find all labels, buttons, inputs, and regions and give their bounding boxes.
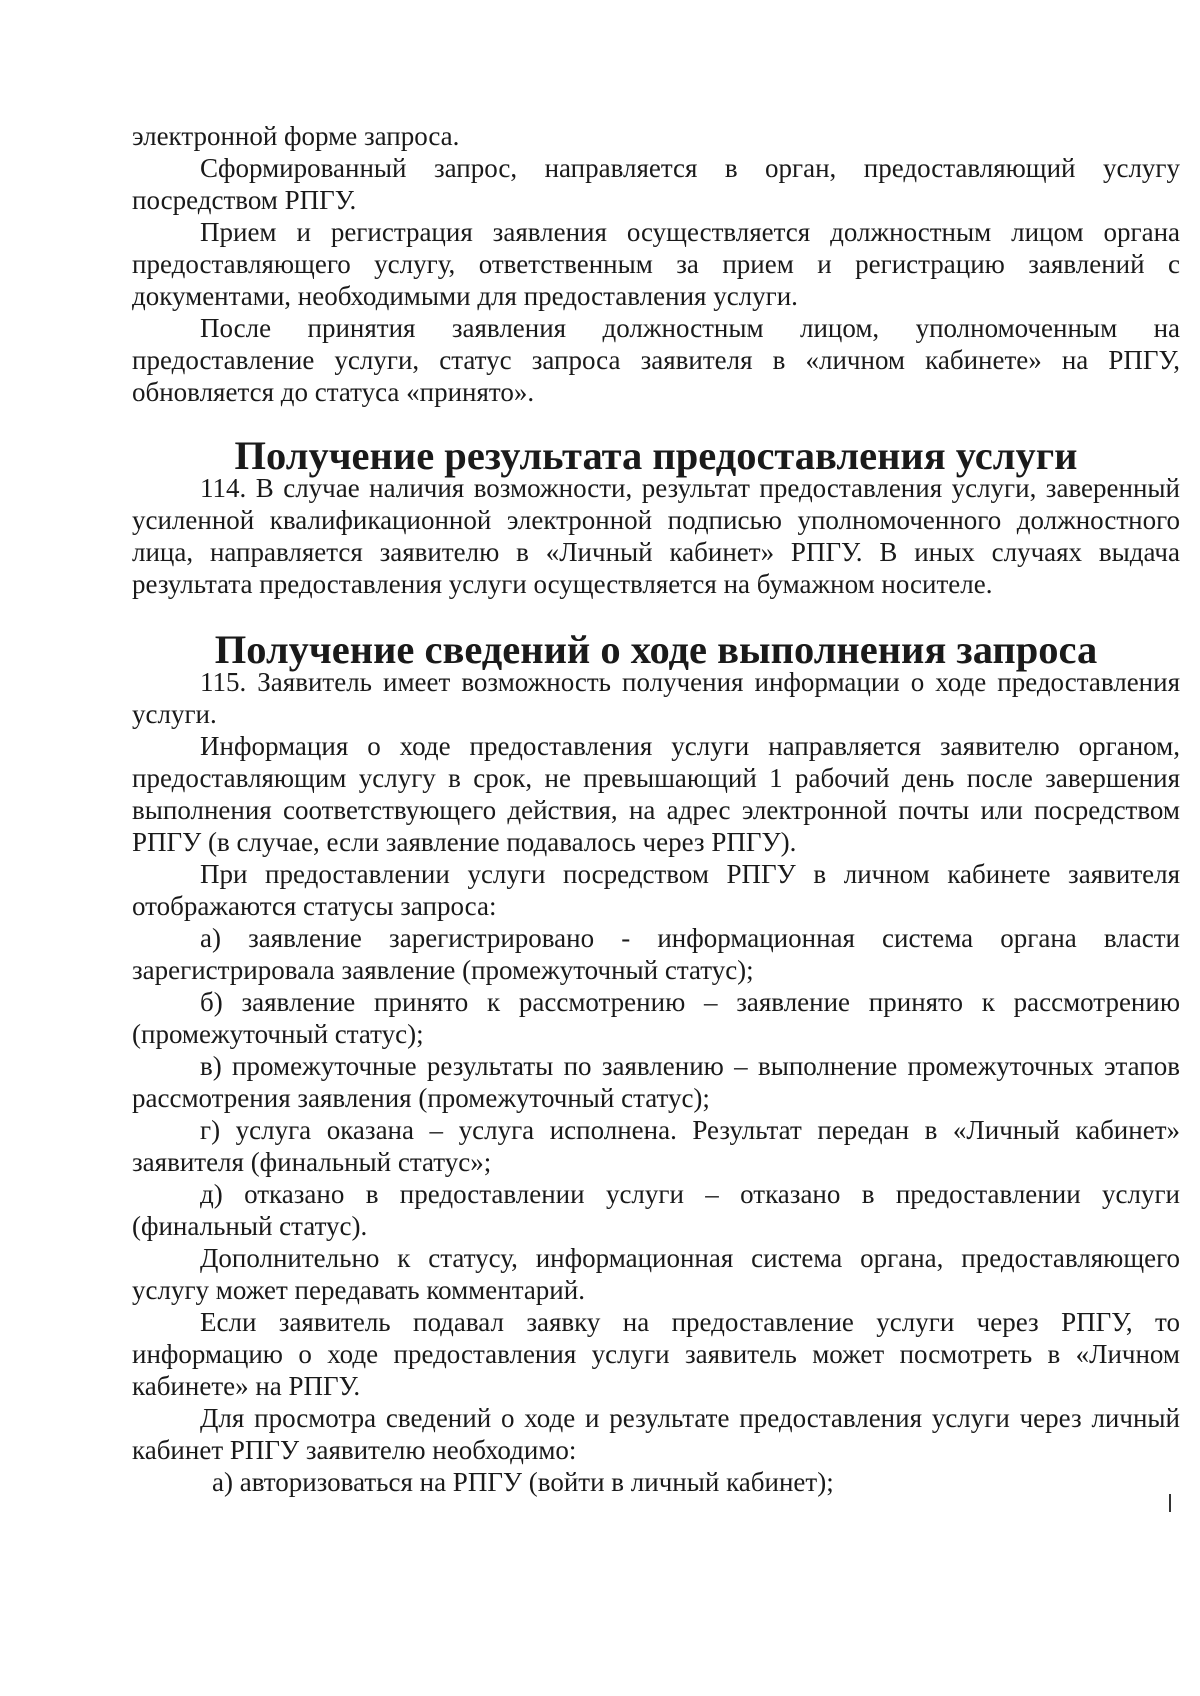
paragraph-info-progress: Информация о ходе предоставления услуги направляется заявителю органом, предоставляющим услугу в срок, не превышающий 1 рабочий день после завершения выполнения соответствующего действия, на адрес электронной почты или посредством РПГУ (в случае, если заявление подавалось через РПГУ).	[132, 731, 1180, 857]
document-page	[132, 120, 1180, 1498]
list-item-b: б) заявление принято к рассмотрению – заявление принято к рассмотрению (промежуточный статус);	[132, 987, 1180, 1049]
list-item-v: в) промежуточные результаты по заявлению – выполнение промежуточных этапов рассмотрения заявления (промежуточный статус);	[132, 1051, 1180, 1113]
section-heading-progress: Получение сведений о ходе выполнения запроса	[214, 627, 1098, 672]
section-heading-result: Получение результата предоставления услуги	[234, 433, 1078, 478]
paragraph-114: 114. В случае наличия возможности, результат предоставления услуги, заверенный усиленной квалификационной электронной подписью уполномоченного должностного лица, направляется заявителю в «Личный кабинет» РПГУ. В иных случаях выдача результата предоставления услуги осуществляется на бумажном носителе.	[132, 473, 1180, 599]
paragraph-view-instructions: Для просмотра сведений о ходе и результате предоставления услуги через личный кабинет РПГУ заявителю необходимо:	[132, 1403, 1180, 1465]
paragraph-continuation: электронной форме запроса.	[132, 121, 460, 151]
list-item-a: а) заявление зарегистрировано - информационная система органа власти зарегистрировала заявление (промежуточный статус);	[132, 923, 1180, 985]
paragraph-registration: Прием и регистрация заявления осуществляется должностным лицом органа предоставляющего услугу, ответственным за прием и регистрацию заявлений с документами, необходимыми для предоставления услуги.	[132, 217, 1180, 311]
paragraph-115: 115. Заявитель имеет возможность получения информации о ходе предоставления услуги.	[132, 667, 1180, 729]
paragraph-comment: Дополнительно к статусу, информационная система органа, предоставляющего услугу может передавать комментарий.	[132, 1243, 1180, 1305]
list-item-d: д) отказано в предоставлении услуги – отказано в предоставлении услуги (финальный статус).	[132, 1179, 1180, 1241]
paragraph-personal-cabinet: Если заявитель подавал заявку на предоставление услуги через РПГУ, то информацию о ходе предоставления услуги заявитель может посмотреть в «Личном кабинете» на РПГУ.	[132, 1307, 1180, 1401]
paragraph-status-update: После принятия заявления должностным лицом, уполномоченным на предоставление услуги, статус запроса заявителя в «личном кабинете» на РПГУ, обновляется до статуса «принято».	[132, 313, 1180, 407]
paragraph-request-sent: Сформированный запрос, направляется в орган, предоставляющий услугу посредством РПГУ.	[132, 153, 1180, 215]
list-item-g: г) услуга оказана – услуга исполнена. Результат передан в «Личный кабинет» заявителя (финальный статус»;	[132, 1115, 1180, 1177]
margin-mark	[1169, 1494, 1171, 1512]
list-item-auth: а) авторизоваться на РПГУ (войти в личный кабинет);	[212, 1467, 834, 1497]
paragraph-statuses-intro: При предоставлении услуги посредством РПГУ в личном кабинете заявителя отображаются статусы запроса:	[132, 859, 1180, 921]
